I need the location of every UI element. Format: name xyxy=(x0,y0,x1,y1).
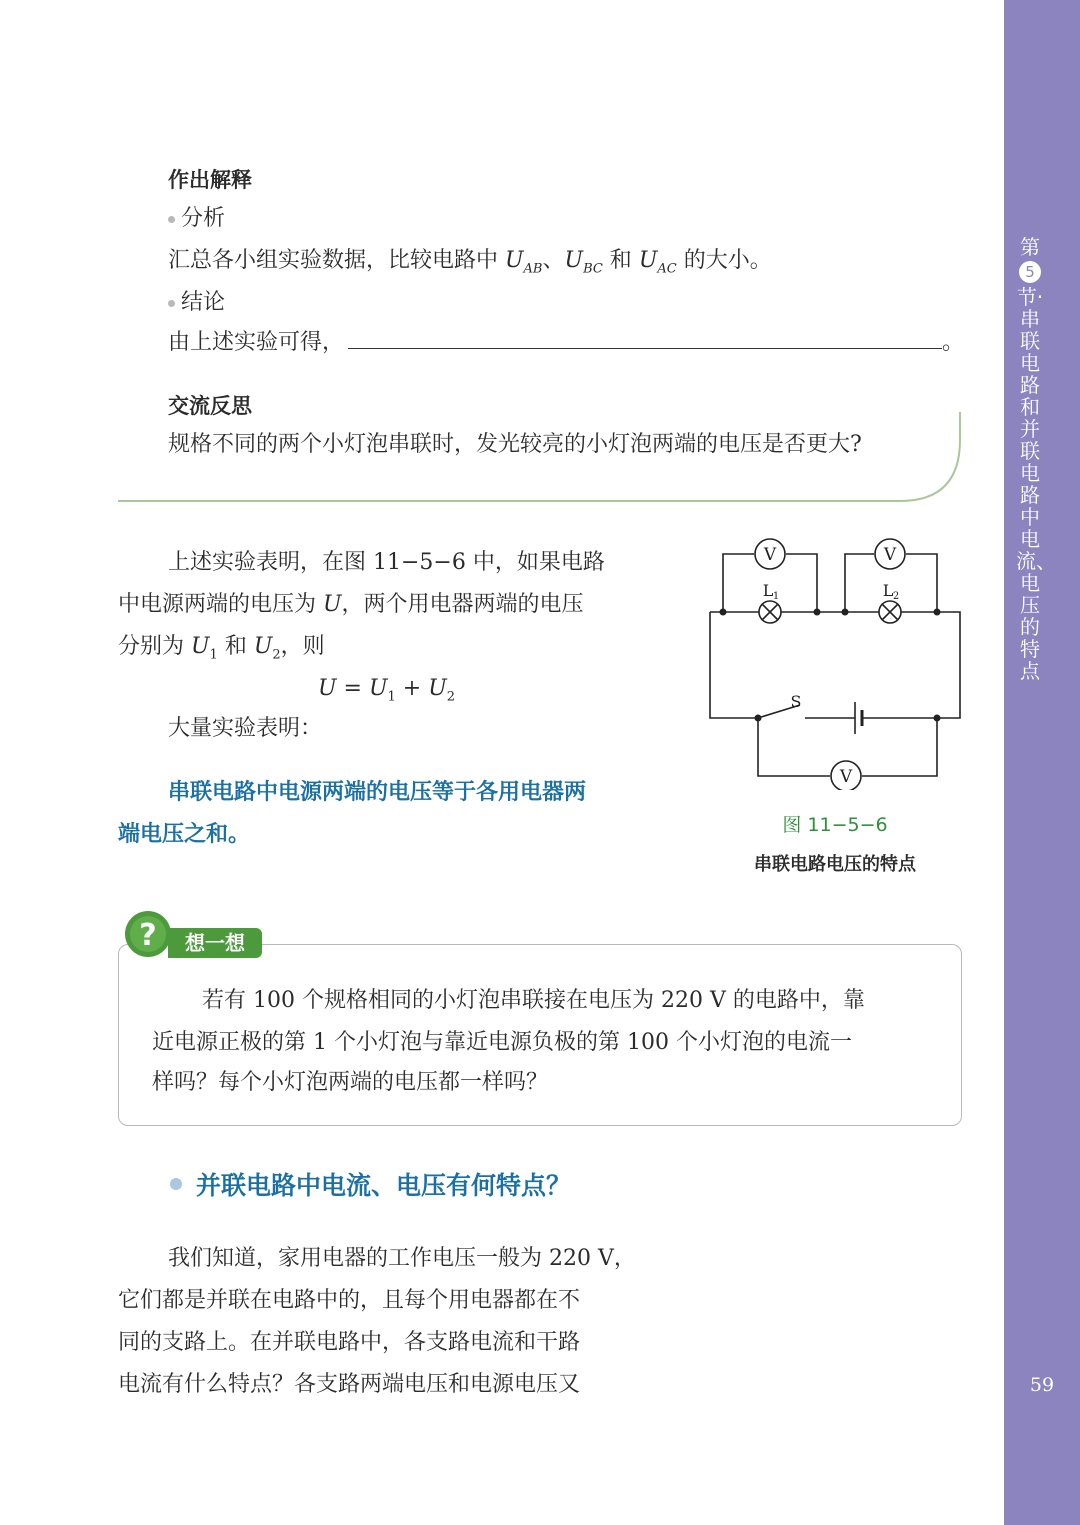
think-line-2: 近电源正极的第 1 个小灯泡与靠近电源负极的第 100 个小灯泡的电流一 xyxy=(152,1030,852,1055)
voltmeter-label-3: V xyxy=(839,767,853,787)
paragraph-line-2: 中电源两端的电压为 U，两个用电器两端的电压 xyxy=(118,592,584,617)
analysis-label: 分析 xyxy=(168,198,225,240)
think-line-3: 样吗？每个小灯泡两端的电压都一样吗？ xyxy=(152,1070,549,1095)
chapter-sidebar xyxy=(1004,0,1080,1525)
svg-text:2: 2 xyxy=(892,591,900,602)
question-icon xyxy=(124,908,174,958)
reflect-heading: 交流反思 xyxy=(168,394,252,418)
section-title: 并联电路中电流、电压有何特点？ xyxy=(196,1171,572,1200)
voltmeter-label-1: V xyxy=(763,545,777,565)
chapter-title-vertical xyxy=(1016,235,1056,683)
analysis-text: 汇总各小组实验数据，比较电路中 $U_{AB}$、$U_{BC}$ 和 $U_{AC}$ 的大小。 xyxy=(168,248,772,277)
think-label: 想一想 xyxy=(168,928,262,958)
paragraph-line-3: 分别为 $U_1$ 和 $U_2$，则 xyxy=(118,634,325,663)
section-line-1: 我们知道，家用电器的工作电压一般为 220 V， xyxy=(168,1246,636,1271)
paragraph-line-5: 大量实验表明： xyxy=(168,716,323,741)
highlight-line-2: 端电压之和。 xyxy=(118,822,251,847)
experiment-box-border xyxy=(110,410,970,510)
chapter-number-badge: 5 xyxy=(1019,261,1041,283)
svg-text:?: ? xyxy=(139,918,157,953)
svg-text:1: 1 xyxy=(772,591,780,602)
paragraph-line-1: 上述实验表明，在图 11−5−6 中，如果电路 xyxy=(168,550,605,575)
conclusion-blank[interactable] xyxy=(348,326,942,349)
figure-caption: 串联电路电压的特点 xyxy=(754,854,916,875)
lamp-label-2: L xyxy=(882,581,894,600)
section-line-4: 电流有什么特点？各支路两端电压和电源电压又 xyxy=(118,1372,581,1397)
highlight-line-1: 串联电路中电源两端的电压等于各用电器两 xyxy=(168,780,587,805)
switch-label: S xyxy=(790,692,802,711)
explain-heading: 作出解释 xyxy=(168,168,252,192)
lamp-label-1: L xyxy=(762,581,774,600)
section-line-3: 同的支路上。在并联电路中，各支路电流和干路 xyxy=(118,1330,581,1355)
section-bullet xyxy=(170,1178,182,1190)
chapter-title-text: 节·串联电路和并联电路中电流、电压的特点 xyxy=(1016,285,1056,683)
formula: $U = U_1 + U_2$ xyxy=(318,676,456,705)
conclusion-label: 结论 xyxy=(168,282,225,324)
page-number: 59 xyxy=(1029,1374,1055,1396)
reflect-text: 规格不同的两个小灯泡串联时，发光较亮的小灯泡两端的电压是否更大? xyxy=(168,432,862,457)
figure-number: 图 11−5−6 xyxy=(782,814,888,836)
chapter-prefix: 第 xyxy=(1020,235,1040,259)
circuit-diagram xyxy=(700,530,975,790)
section-line-2: 它们都是并联在电路中的，且每个用电器都在不 xyxy=(118,1288,581,1313)
voltmeter-label-2: V xyxy=(883,545,897,565)
conclusion-line: 由上述实验可得， 。 xyxy=(168,322,964,364)
think-line-1: 若有 100 个规格相同的小灯泡串联接在电压为 220 V 的电路中，靠 xyxy=(202,988,865,1013)
